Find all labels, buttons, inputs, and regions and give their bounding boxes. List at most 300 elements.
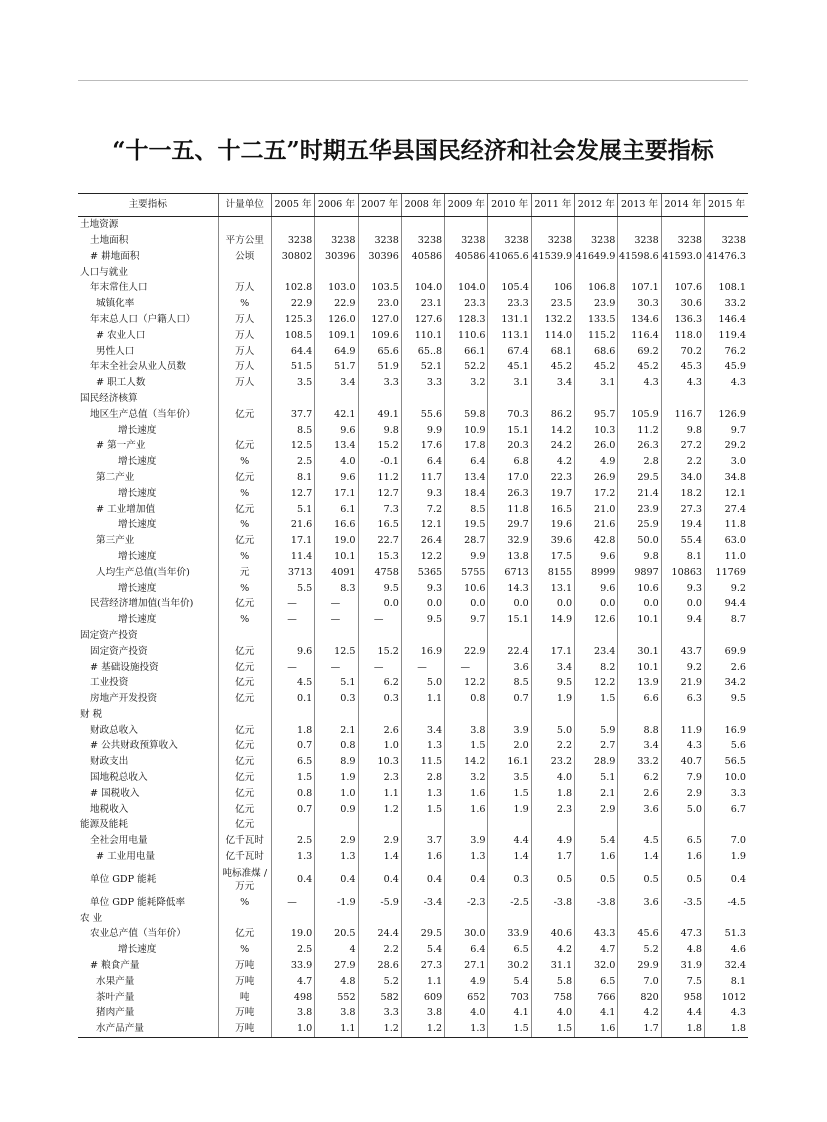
- indicator-name: # 粮食产量: [90, 960, 140, 972]
- value-cell: 45.1: [488, 359, 531, 375]
- value-cell: 7.0: [618, 974, 661, 990]
- value-cell: 104.0: [445, 280, 488, 296]
- value-cell: 0.0: [401, 596, 444, 612]
- unit-cell: 万吨: [218, 974, 271, 990]
- value-cell: 33.2: [705, 296, 748, 312]
- value-cell: 1.8: [705, 1021, 748, 1037]
- value-cell: 9.6: [575, 580, 618, 596]
- value-cell: 820: [618, 989, 661, 1005]
- value-cell: 1.3: [315, 849, 358, 865]
- value-cell: 69.2: [618, 343, 661, 359]
- value-cell: 29.7: [488, 517, 531, 533]
- value-cell: 51.3: [705, 926, 748, 942]
- indicator-name: 人口与就业: [80, 266, 128, 278]
- value-cell: 4.9: [445, 974, 488, 990]
- header-year: 2005 年: [271, 194, 314, 217]
- value-cell: 105.9: [618, 407, 661, 423]
- value-cell: 0.0: [358, 596, 401, 612]
- value-cell: 110.1: [401, 328, 444, 344]
- value-cell: 70.2: [661, 343, 704, 359]
- table-row: [78, 596, 748, 612]
- value-cell: [488, 910, 531, 926]
- value-cell: 68.6: [575, 343, 618, 359]
- indicator-name: 单位 GDP 能耗降低率: [90, 896, 186, 908]
- value-cell: [401, 910, 444, 926]
- table-row: [78, 328, 748, 344]
- value-cell: 43.7: [661, 644, 704, 660]
- value-cell: 1.2: [401, 1021, 444, 1037]
- value-cell: 0.3: [358, 691, 401, 707]
- value-cell: 3.4: [315, 375, 358, 391]
- value-cell: 9.4: [661, 612, 704, 628]
- table-row: [78, 675, 748, 691]
- value-cell: 19.0: [271, 926, 314, 942]
- value-cell: 8.1: [661, 549, 704, 565]
- value-cell: -3.8: [531, 895, 574, 911]
- value-cell: 3238: [271, 233, 314, 249]
- indicator-name: 增长速度: [118, 519, 157, 531]
- value-cell: 40586: [401, 249, 444, 265]
- table-row: [78, 422, 748, 438]
- value-cell: 6.2: [358, 675, 401, 691]
- value-cell: [445, 707, 488, 723]
- value-cell: 3.2: [445, 770, 488, 786]
- value-cell: 63.0: [705, 533, 748, 549]
- value-cell: 28.6: [358, 958, 401, 974]
- indicator-name: # 国税收入: [90, 787, 140, 799]
- value-cell: 19.6: [531, 517, 574, 533]
- table-row: [78, 264, 748, 280]
- value-cell: 2.1: [315, 723, 358, 739]
- value-cell: 33.9: [488, 926, 531, 942]
- value-cell: 13.9: [618, 675, 661, 691]
- value-cell: 8.9: [315, 754, 358, 770]
- table-row: [78, 659, 748, 675]
- value-cell: 8.1: [271, 470, 314, 486]
- value-cell: 2.3: [531, 801, 574, 817]
- value-cell: 1.4: [618, 849, 661, 865]
- value-cell: 1.6: [445, 786, 488, 802]
- unit-cell: 公顷: [218, 249, 271, 265]
- indicator-name: 房地产开发投资: [90, 693, 158, 705]
- value-cell: [488, 217, 531, 233]
- table-row: [78, 895, 748, 911]
- value-cell: 27.1: [445, 958, 488, 974]
- value-cell: 9897: [618, 565, 661, 581]
- value-cell: [705, 628, 748, 644]
- value-cell: 11.2: [358, 470, 401, 486]
- value-cell: 652: [445, 989, 488, 1005]
- value-cell: [661, 628, 704, 644]
- unit-cell: 万人: [218, 328, 271, 344]
- value-cell: 1.3: [271, 849, 314, 865]
- top-rule: [78, 80, 748, 81]
- indicator-name: 财 税: [80, 708, 103, 720]
- value-cell: 7.3: [358, 501, 401, 517]
- unit-cell: 亿元: [218, 754, 271, 770]
- value-cell: 13.1: [531, 580, 574, 596]
- indicator-name: 全社会用电量: [90, 835, 148, 847]
- indicator-name: 水产品产量: [78, 1021, 218, 1037]
- value-cell: [358, 910, 401, 926]
- value-cell: 3.8: [401, 1005, 444, 1021]
- value-cell: 16.9: [401, 644, 444, 660]
- value-cell: 2.9: [358, 833, 401, 849]
- table-row: [78, 533, 748, 549]
- value-cell: 4.2: [531, 454, 574, 470]
- value-cell: 5.0: [661, 801, 704, 817]
- value-cell: 9.8: [358, 422, 401, 438]
- indicator-name: 增长速度: [118, 424, 157, 436]
- value-cell: 21.6: [575, 517, 618, 533]
- value-cell: —: [358, 612, 401, 628]
- value-cell: 102.8: [271, 280, 314, 296]
- value-cell: 4.0: [531, 770, 574, 786]
- value-cell: 4.2: [531, 942, 574, 958]
- indicator-name: 增长速度: [118, 582, 157, 594]
- value-cell: 3.3: [401, 375, 444, 391]
- value-cell: 9.2: [661, 659, 704, 675]
- value-cell: [358, 628, 401, 644]
- unit-cell: 万吨: [218, 958, 271, 974]
- value-cell: 1.1: [315, 1021, 358, 1037]
- indicator-name: 地区生产总值（当年价）: [90, 408, 196, 420]
- value-cell: 22.7: [358, 533, 401, 549]
- value-cell: 1.7: [618, 1021, 661, 1037]
- value-cell: 17.0: [488, 470, 531, 486]
- value-cell: 10.1: [618, 659, 661, 675]
- value-cell: [315, 391, 358, 407]
- value-cell: 2.8: [401, 770, 444, 786]
- table-row: [78, 249, 748, 265]
- value-cell: 11.8: [488, 501, 531, 517]
- value-cell: 3.7: [401, 833, 444, 849]
- value-cell: 8.5: [488, 675, 531, 691]
- value-cell: [358, 264, 401, 280]
- value-cell: 8.8: [618, 723, 661, 739]
- table-row: [78, 817, 748, 833]
- header-year: 2011 年: [531, 194, 574, 217]
- value-cell: [661, 217, 704, 233]
- value-cell: 3.9: [445, 833, 488, 849]
- value-cell: 0.7: [271, 738, 314, 754]
- unit-cell: 元: [218, 565, 271, 581]
- indicator-name: # 工业增加值: [96, 503, 156, 515]
- value-cell: 4.3: [618, 375, 661, 391]
- indicator-name: 年末总人口（户籍人口）: [90, 313, 196, 325]
- value-cell: 34.0: [661, 470, 704, 486]
- value-cell: 34.8: [705, 470, 748, 486]
- value-cell: 6.4: [401, 454, 444, 470]
- value-cell: 0.0: [445, 596, 488, 612]
- header-year: 2012 年: [575, 194, 618, 217]
- unit-cell: %: [218, 486, 271, 502]
- value-cell: 23.3: [488, 296, 531, 312]
- value-cell: —: [445, 659, 488, 675]
- value-cell: 40586: [445, 249, 488, 265]
- value-cell: 1.4: [488, 849, 531, 865]
- value-cell: 32.4: [705, 958, 748, 974]
- value-cell: [575, 910, 618, 926]
- value-cell: 6713: [488, 565, 531, 581]
- value-cell: 12.2: [401, 549, 444, 565]
- value-cell: 64.9: [315, 343, 358, 359]
- indicator-name: 茶叶产量: [96, 991, 135, 1003]
- value-cell: 9.9: [401, 422, 444, 438]
- value-cell: [661, 910, 704, 926]
- value-cell: 110.6: [445, 328, 488, 344]
- value-cell: 127.0: [358, 312, 401, 328]
- value-cell: 10.9: [445, 422, 488, 438]
- value-cell: —: [271, 895, 314, 911]
- value-cell: 0.4: [271, 865, 314, 895]
- unit-cell: 亿元: [218, 533, 271, 549]
- unit-cell: 万人: [218, 375, 271, 391]
- value-cell: 10.1: [315, 549, 358, 565]
- value-cell: 0.5: [531, 865, 574, 895]
- value-cell: [531, 217, 574, 233]
- value-cell: 21.6: [271, 517, 314, 533]
- unit-cell: 亿元: [218, 675, 271, 691]
- value-cell: [401, 264, 444, 280]
- value-cell: 3.6: [488, 659, 531, 675]
- value-cell: 27.2: [661, 438, 704, 454]
- value-cell: 4.7: [575, 942, 618, 958]
- table-row: [78, 454, 748, 470]
- value-cell: 6.5: [575, 974, 618, 990]
- indicator-name: # 职工人数: [96, 377, 146, 389]
- value-cell: [531, 817, 574, 833]
- unit-cell: [218, 264, 271, 280]
- value-cell: 2.6: [618, 786, 661, 802]
- value-cell: 26.0: [575, 438, 618, 454]
- value-cell: 107.6: [661, 280, 704, 296]
- value-cell: 18.2: [661, 486, 704, 502]
- value-cell: 1.6: [401, 849, 444, 865]
- value-cell: 23.0: [358, 296, 401, 312]
- value-cell: 23.9: [575, 296, 618, 312]
- value-cell: 3.1: [488, 375, 531, 391]
- value-cell: 8.3: [315, 580, 358, 596]
- value-cell: 106.8: [575, 280, 618, 296]
- value-cell: 45.2: [618, 359, 661, 375]
- table-row: [78, 926, 748, 942]
- value-cell: 14.2: [445, 754, 488, 770]
- value-cell: 1.3: [445, 1021, 488, 1037]
- value-cell: 23.4: [575, 644, 618, 660]
- table-row: [78, 786, 748, 802]
- value-cell: 3.9: [488, 723, 531, 739]
- value-cell: 23.9: [618, 501, 661, 517]
- value-cell: —: [271, 612, 314, 628]
- value-cell: 2.9: [661, 786, 704, 802]
- header-year: 2010 年: [488, 194, 531, 217]
- value-cell: 0.9: [315, 801, 358, 817]
- value-cell: 0.5: [661, 865, 704, 895]
- value-cell: 14.9: [531, 612, 574, 628]
- unit-cell: 亿元: [218, 738, 271, 754]
- value-cell: 7.0: [705, 833, 748, 849]
- value-cell: 30396: [315, 249, 358, 265]
- indicator-name: 土地资源: [80, 219, 119, 231]
- value-cell: [358, 391, 401, 407]
- value-cell: 6.6: [618, 691, 661, 707]
- indicator-name: 单位 GDP 能耗: [90, 873, 157, 885]
- indicator-name: 工业投资: [90, 677, 129, 689]
- value-cell: 49.1: [358, 407, 401, 423]
- indicator-name: # 耕地面积: [90, 250, 140, 262]
- value-cell: 8.1: [705, 974, 748, 990]
- value-cell: 42.1: [315, 407, 358, 423]
- value-cell: 55.6: [401, 407, 444, 423]
- value-cell: 1012: [705, 989, 748, 1005]
- unit-cell: 亿元: [218, 501, 271, 517]
- value-cell: [315, 817, 358, 833]
- value-cell: 17.6: [401, 438, 444, 454]
- value-cell: 30.3: [618, 296, 661, 312]
- value-cell: 9.3: [401, 486, 444, 502]
- table-row: [78, 391, 748, 407]
- value-cell: 9.5: [531, 675, 574, 691]
- value-cell: 22.9: [445, 644, 488, 660]
- value-cell: 41593.0: [661, 249, 704, 265]
- unit-cell: 亿元: [218, 817, 271, 833]
- value-cell: 0.3: [488, 865, 531, 895]
- value-cell: [618, 707, 661, 723]
- value-cell: 127.6: [401, 312, 444, 328]
- value-cell: [401, 707, 444, 723]
- header-year: 2008 年: [401, 194, 444, 217]
- unit-cell: [218, 628, 271, 644]
- value-cell: 28.7: [445, 533, 488, 549]
- value-cell: [271, 217, 314, 233]
- value-cell: [445, 217, 488, 233]
- value-cell: 5365: [401, 565, 444, 581]
- unit-cell: 万人: [218, 280, 271, 296]
- value-cell: 59.8: [445, 407, 488, 423]
- table-row: [78, 754, 748, 770]
- value-cell: 6.4: [445, 942, 488, 958]
- value-cell: 45.2: [531, 359, 574, 375]
- indicator-name: 增长速度: [118, 456, 157, 468]
- value-cell: 10.3: [358, 754, 401, 770]
- value-cell: 1.6: [575, 849, 618, 865]
- value-cell: 4.0: [315, 454, 358, 470]
- table-row: [78, 296, 748, 312]
- value-cell: [358, 817, 401, 833]
- value-cell: 4.5: [271, 675, 314, 691]
- value-cell: 51.7: [315, 359, 358, 375]
- value-cell: 113.1: [488, 328, 531, 344]
- value-cell: 5755: [445, 565, 488, 581]
- value-cell: 86.2: [531, 407, 574, 423]
- value-cell: 15.2: [358, 644, 401, 660]
- value-cell: 2.5: [271, 942, 314, 958]
- value-cell: 9.6: [315, 470, 358, 486]
- value-cell: 5.1: [315, 675, 358, 691]
- value-cell: [315, 628, 358, 644]
- value-cell: 0.5: [575, 865, 618, 895]
- value-cell: 4758: [358, 565, 401, 581]
- value-cell: 51.9: [358, 359, 401, 375]
- indicator-name: 第二产业: [96, 471, 135, 483]
- value-cell: 6.5: [271, 754, 314, 770]
- unit-cell: 亿元: [218, 926, 271, 942]
- value-cell: 3.0: [705, 454, 748, 470]
- value-cell: 40.6: [531, 926, 574, 942]
- table-row: [78, 280, 748, 296]
- value-cell: 5.6: [705, 738, 748, 754]
- value-cell: 8.5: [445, 501, 488, 517]
- value-cell: 9.5: [705, 691, 748, 707]
- value-cell: -3.4: [401, 895, 444, 911]
- indicator-name: 增长速度: [118, 487, 157, 499]
- unit-cell: 亿元: [218, 659, 271, 675]
- value-cell: [618, 217, 661, 233]
- value-cell: 0.4: [358, 865, 401, 895]
- value-cell: 0.4: [401, 865, 444, 895]
- value-cell: 67.4: [488, 343, 531, 359]
- value-cell: 17.1: [531, 644, 574, 660]
- value-cell: 1.5: [531, 1021, 574, 1037]
- table-row: [78, 833, 748, 849]
- value-cell: 55.4: [661, 533, 704, 549]
- value-cell: 22.4: [488, 644, 531, 660]
- value-cell: 5.5: [271, 580, 314, 596]
- value-cell: 4.9: [531, 833, 574, 849]
- value-cell: 5.8: [531, 974, 574, 990]
- value-cell: 31.9: [661, 958, 704, 974]
- value-cell: 2.1: [575, 786, 618, 802]
- unit-cell: 吨标准煤 / 万元: [218, 865, 271, 895]
- value-cell: 0.3: [315, 691, 358, 707]
- value-cell: [705, 264, 748, 280]
- value-cell: [315, 217, 358, 233]
- value-cell: 15.2: [358, 438, 401, 454]
- value-cell: 3.4: [531, 375, 574, 391]
- value-cell: 766: [575, 989, 618, 1005]
- value-cell: 128.3: [445, 312, 488, 328]
- value-cell: 52.2: [445, 359, 488, 375]
- table-row: [78, 359, 748, 375]
- value-cell: 2.3: [358, 770, 401, 786]
- value-cell: 9.8: [618, 549, 661, 565]
- table-row: [78, 312, 748, 328]
- indicator-name: 财政支出: [90, 756, 129, 768]
- value-cell: [445, 817, 488, 833]
- value-cell: 12.2: [445, 675, 488, 691]
- value-cell: 0.4: [445, 865, 488, 895]
- value-cell: 2.5: [271, 833, 314, 849]
- value-cell: [488, 391, 531, 407]
- value-cell: 3238: [358, 233, 401, 249]
- indicator-name: 猪肉产量: [96, 1007, 135, 1019]
- value-cell: 6.5: [661, 833, 704, 849]
- value-cell: 4.0: [445, 1005, 488, 1021]
- value-cell: 126.9: [705, 407, 748, 423]
- value-cell: [315, 910, 358, 926]
- value-cell: [401, 217, 444, 233]
- value-cell: 1.5: [271, 770, 314, 786]
- value-cell: 9.6: [315, 422, 358, 438]
- value-cell: 19.0: [315, 533, 358, 549]
- value-cell: 6.3: [661, 691, 704, 707]
- indicator-name: 年末全社会从业人员数: [90, 361, 186, 373]
- value-cell: 2.9: [315, 833, 358, 849]
- table-row: [78, 233, 748, 249]
- value-cell: 24.2: [531, 438, 574, 454]
- value-cell: 3.3: [705, 786, 748, 802]
